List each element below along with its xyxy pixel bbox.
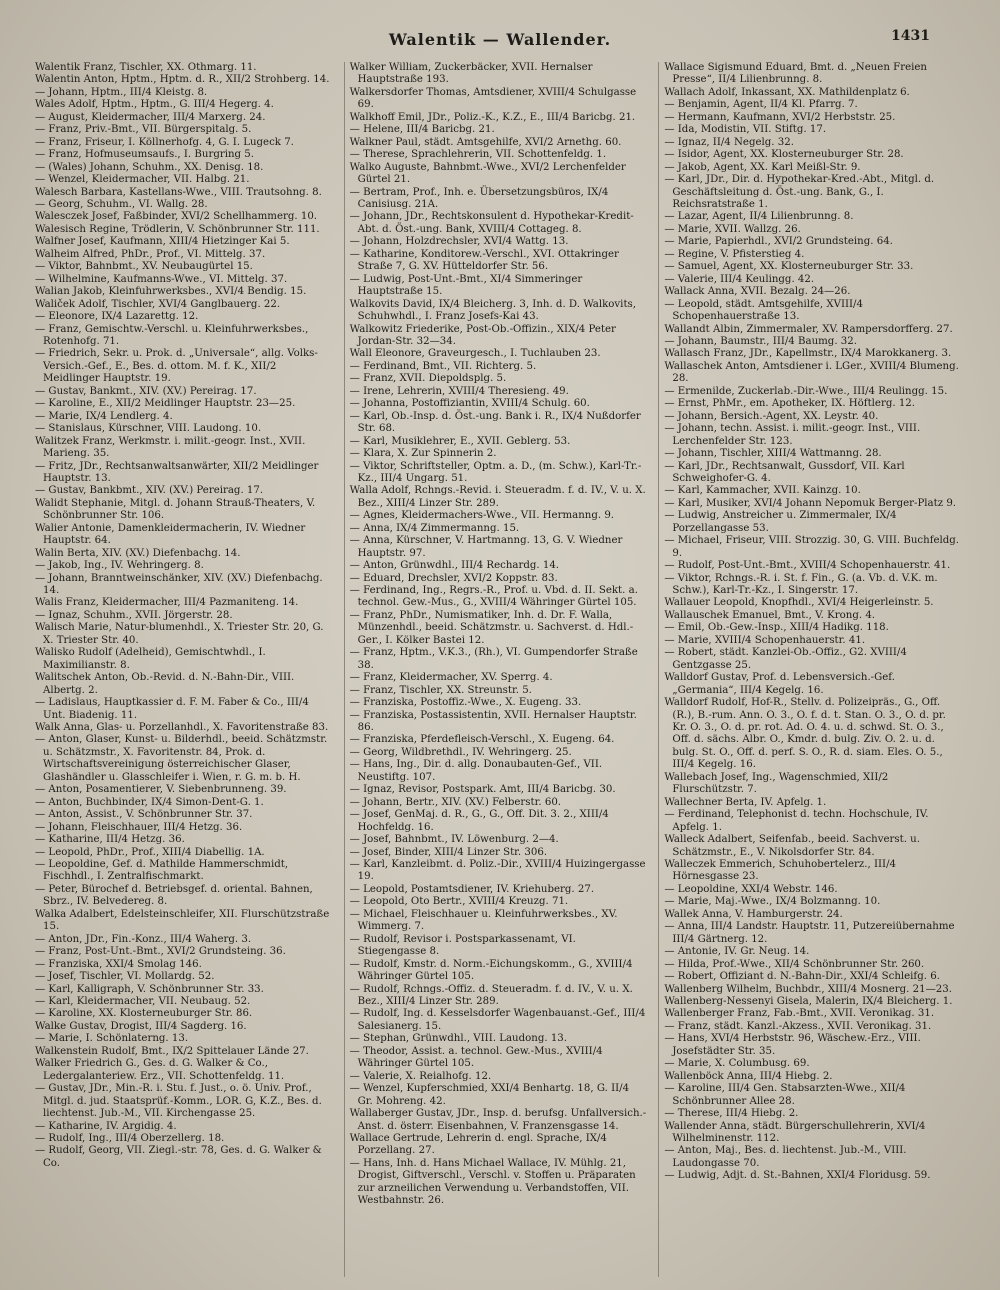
directory-entry: — Anton, Assist., V. Schönbrunner Str. 37. xyxy=(35,809,253,821)
directory-entry: — Karl, Musiker, XVI/4 Johann Nepomuk Berger-Platz 9. xyxy=(664,497,957,509)
directory-entry: — Rudolf, Ing., III/4 Oberzellerg. 18. xyxy=(35,1132,225,1144)
directory-entry: — Anton, JDr., Fin.-Konz., III/4 Waherg. 3. xyxy=(35,933,252,945)
directory-entry: Walldorf Gustav, Prof. d. Lebensversich.-Gef. „Germania“, III/4 Kegelg. 16. xyxy=(664,672,895,696)
directory-entry: — Ida, Modistin, VII. Stiftg. 17. xyxy=(664,124,827,136)
directory-entry: — Katharine, III/4 Hetzg. 36. xyxy=(35,834,185,846)
directory-entry: — Valerie, III/4 Keulingg. 42. xyxy=(664,273,815,285)
directory-entry: — Franziska, Pferdefleisch-Verschl., X. Eugeng. 64. xyxy=(349,734,615,746)
directory-entry: Walla Adolf, Rchngs.-Revid. i. Steueradm. f. d. IV., V. u. X. Bez., XIII/4 Linzer Str. 289. xyxy=(349,485,646,509)
directory-entry: — Katharine, Konditorew.-Verschl., XVI. Ottakringer Straße 7, G. XV. Hütteldorfer Str. 56. xyxy=(349,248,619,273)
directory-entry: — Fritz, JDr., Rechtsanwaltsanwärter, XII/2 Meidlinger Hauptstr. 13. xyxy=(35,460,319,484)
directory-entry: — Anton, Glaser, Kunst- u. Bilderhdl., beeid. Schätzmstr. u. Schätzmstr., X. Favoritenstr. 84, Prok. d. Wirtschaftsvereinigung österreichischer Glaser, Glashändler u. Glasschleifer i. Wien, r. G. m. b. H. xyxy=(35,734,328,783)
directory-entry: — Marie, Papierhdl., XVI/2 Grundsteing. 64. xyxy=(664,236,893,248)
directory-entry: Walfner Josef, Kaufmann, XIII/4 Hietzinger Kai 5. xyxy=(35,236,290,248)
directory-entry: Walis Franz, Kleidermacher, III/4 Pazmaniteng. 14. xyxy=(35,597,299,609)
directory-entry: — Johanna, Postoffiziantin, XVIII/4 Schulg. 60. xyxy=(349,398,590,410)
directory-entry: — Ladislaus, Hauptkassier d. F. M. Faber & Co., III/4 Unt. Biadenig. 11. xyxy=(35,697,309,721)
directory-entry: — Helene, III/4 Baricbg. 21. xyxy=(349,124,495,136)
directory-entry: — Franz, Friseur, I. Köllnerhofg. 4, G. I. Lugeck 7. xyxy=(35,136,294,148)
directory-entry: — Josef, Binder, XIII/4 Linzer Str. 306. xyxy=(349,846,548,858)
directory-entry: — Rudolf, Kmstr. d. Norm.-Eichungskomm., G., XVIII/4 Währinger Gürtel 105. xyxy=(349,958,633,983)
directory-entry: Walentik Franz, Tischler, XX. Othmarg. 11. xyxy=(35,62,257,73)
directory-entry: Walesczek Josef, Faßbinder, XVI/2 Schellhammerg. 10. xyxy=(35,211,318,223)
directory-entry: — Leopold, Postamtsdiener, IV. Kriehuberg. 27. xyxy=(349,883,595,895)
directory-columns xyxy=(30,62,965,1277)
directory-entry: — Hans, Inh. d. Hans Michael Wallace, IV. Mühlg. 21, Drogist, Giftverschl., Verschl. v. Stoffen u. Präparaten zur arzneilichen Verwendung u. Verbandstoffen, VII. Westbahnstr. 26. xyxy=(349,1157,636,1207)
directory-entry: — Johann, techn. Assist. i. milit.-geogr. Inst., VIII. Lerchenfelder Str. 123. xyxy=(664,423,921,447)
directory-entry: — Karoline, XX. Klosterneuburger Str. 86. xyxy=(35,1008,253,1020)
directory-entry: Wallebach Josef, Ing., Wagenschmied, XII/2 Flurschützstr. 7. xyxy=(664,771,889,796)
directory-entry: — Franz, PhDr., Numismatiker, Inh. d. Dr. F. Walla, Münzenhdl., beeid. Schätzmstr. u. Sachverst. d. Hdl.-Ger., I. Kölker Bastei 12. xyxy=(349,609,634,646)
directory-entry: Wallace Sigismund Eduard, Bmt. d. „Neuen Freien Presse“, II/4 Lilienbrunng. 8. xyxy=(664,62,927,86)
directory-entry: — Wenzel, Kleidermacher, VII. Halbg. 21. xyxy=(35,174,250,186)
directory-entry: — Ludwig, Post-Unt.-Bmt., XI/4 Simmeringer Hauptstraße 15. xyxy=(349,273,583,298)
directory-entry: — Johann, Holzdrechsler, XVI/4 Wattg. 13. xyxy=(349,236,569,248)
directory-entry: — Anna, Kürschner, V. Hartmanng. 13, G. V. Wiedner Hauptstr. 97. xyxy=(349,535,623,559)
directory-entry: Walesisch Regine, Trödlerin, V. Schönbrunner Str. 111. xyxy=(35,223,320,235)
directory-entry: Walkenstein Rudolf, Bmt., IX/2 Spittelauer Lände 27. xyxy=(35,1045,309,1057)
directory-entry: — Johann, Hptm., III/4 Kleistg. 8. xyxy=(35,86,208,98)
directory-entry: — Anna, III/4 Landstr. Hauptstr. 11, Putzereiübernahme III/4 Gärtnerg. 12. xyxy=(664,921,955,945)
directory-entry: — Irene, Lehrerin, XVIII/4 Theresieng. 49. xyxy=(349,385,569,397)
directory-entry: Walitschek Anton, Ob.-Revid. d. N.-Bahn-Dir., VIII. Albertg. 2. xyxy=(35,672,295,696)
directory-entry: — Therese, Sprachlehrerin, VII. Schottenfeldg. 1. xyxy=(349,149,607,161)
directory-entry: Wall Eleonore, Graveurgesch., I. Tuchlauben 23. xyxy=(349,348,601,360)
directory-entry: Walker Friedrich G., Ges. d. G. Walker & Co., Ledergalanteriew. Erz., VII. Schottenfeldg. 11. xyxy=(35,1058,285,1082)
directory-entry: — Johann, Fleischhauer, III/4 Hetzg. 36. xyxy=(35,821,243,833)
page-number: 1431 xyxy=(891,28,930,44)
directory-entry: — Karl, Kanzleibmt. d. Poliz.-Dir., XVIII/4 Huizingergasse 19. xyxy=(349,859,646,883)
directory-entry: — Rudolf, Rchngs.-Offiz. d. Steueradm. f. d. IV., V. u. X. Bez., XIII/4 Linzer Str. 289. xyxy=(349,983,633,1007)
directory-entry: Wallauschek Emanuel, Bmt., V. Krong. 4. xyxy=(664,609,876,621)
directory-entry: — Ludwig, Adjt. d. St.-Bahnen, XXI/4 Floridusg. 59. xyxy=(664,1170,931,1182)
directory-entry: — Katharine, IV. Argidig. 4. xyxy=(35,1120,177,1132)
directory-entry: — Franz, Gemischtw.-Verschl. u. Kleinfuhrwerksbes., Rotenhofg. 71. xyxy=(35,323,309,347)
directory-entry: Walkersdorfer Thomas, Amtsdiener, XVIII/4 Schulgasse 69. xyxy=(349,86,637,111)
directory-entry: — Marie, XVII. Wallzg. 26. xyxy=(664,223,801,235)
column-2 xyxy=(344,62,651,1277)
directory-entry: — Karl, JDr., Rechtsanwalt, Gussdorf, VII. Karl Schweighofer-G. 4. xyxy=(664,460,905,484)
directory-entry: — Hans, Ing., Dir. d. allg. Donaubauten-Gef., VII. Neustiftg. 107. xyxy=(349,759,603,783)
directory-entry: — Johann, Bertr., XIV. (XV.) Felberstr. 60. xyxy=(349,796,562,808)
directory-entry: — Viktor, Bahnbmt., XV. Neubaugürtel 15. xyxy=(35,261,253,273)
directory-entry: — Michael, Friseur, VIII. Strozzig. 30, G. VIII. Buchfeldg. 9. xyxy=(664,535,960,559)
directory-entry: Walkovits David, IX/4 Bleicherg. 3, Inh. d. D. Walkovits, Schuhwhdl., I. Franz Josefs-Kai 43. xyxy=(349,298,637,323)
directory-entry: Walisch Marie, Natur-blumenhdl., X. Triester Str. 20, G. X. Triester Str. 40. xyxy=(35,622,324,646)
directory-entry: — Theodor, Assist. a. technol. Gew.-Mus., XVIII/4 Währinger Gürtel 105. xyxy=(349,1045,603,1070)
directory-entry: — Anton, Maj., Bes. d. liechtenst. Jub.-M., VIII. Laudongasse 70. xyxy=(664,1145,907,1169)
directory-entry: — Therese, III/4 Hiebg. 2. xyxy=(664,1108,799,1120)
directory-entry: — Samuel, Agent, XX. Klosterneuburger Str. 33. xyxy=(664,261,914,273)
directory-entry: Walkner Paul, städt. Amtsgehilfe, XVI/2 Arnethg. 60. xyxy=(349,136,622,148)
directory-entry: — Karl, Kalligraph, V. Schönbrunner Str. 33. xyxy=(35,983,264,995)
directory-entry: Walleczek Emmerich, Schuhobertelerz., III/4 Hörnesgasse 23. xyxy=(664,859,896,883)
directory-entry: Walheim Alfred, PhDr., Prof., VI. Mittelg. 37. xyxy=(35,248,266,260)
directory-entry: — Wilhelmine, Kaufmanns-Wwe., VI. Mittelg. 37. xyxy=(35,273,288,285)
directory-entry: — Franz, Priv.-Bmt., VII. Bürgerspitalg. 5. xyxy=(35,124,252,136)
directory-entry: — Franz, Post-Unt.-Bmt., XVI/2 Grundsteing. 36. xyxy=(35,946,286,958)
directory-entry: — Rudolf, Georg, VII. Ziegl.-str. 78, Ges. d. G. Walker & Co. xyxy=(35,1145,322,1169)
column-1 xyxy=(30,62,336,1277)
directory-entry: — Lazar, Agent, II/4 Lilienbrunng. 8. xyxy=(664,211,854,223)
directory-entry: Wallach Adolf, Inkassant, XX. Mathildenplatz 6. xyxy=(664,86,910,98)
directory-entry: Walker William, Zuckerbäcker, XVII. Hernalser Hauptstraße 193. xyxy=(349,62,593,86)
directory-entry: — Jakob, Agent, XX. Karl Meißl-Str. 9. xyxy=(664,161,861,173)
directory-entry: Walesch Barbara, Kastellans-Wwe., VIII. Trautsohng. 8. xyxy=(35,186,322,198)
directory-entry: — Karoline, E., XII/2 Meidlinger Hauptstr. 23—25. xyxy=(35,398,296,410)
directory-entry: — Robert, städt. Kanzlei-Ob.-Offiz., G2. XVIII/4 Gentzgasse 25. xyxy=(664,647,907,671)
directory-entry: — Viktor, Rchngs.-R. i. St. f. Fin., G. (a. Vb. d. V.K. m. Schw.), Karl-Tr.-Kz., I. Singerstr. 17. xyxy=(664,572,938,597)
directory-entry: — Franziska, XXI/4 Smolag 146. xyxy=(35,958,202,970)
directory-entry: — Antonie, IV. Gr. Neug. 14. xyxy=(664,946,810,958)
directory-entry: — Leopold, PhDr., Prof., XIII/4 Diabellig. 1A. xyxy=(35,846,265,858)
directory-entry: — Agnes, Kleidermachers-Wwe., VII. Hermanng. 9. xyxy=(349,510,615,522)
directory-entry: — Michael, Fleischhauer u. Kleinfuhrwerksbes., XV. Wimmerg. 7. xyxy=(349,908,618,933)
directory-entry: Wallek Anna, V. Hamburgerstr. 24. xyxy=(664,908,843,920)
directory-entry: Walkowitz Friederike, Post-Ob.-Offizin., XIX/4 Peter Jordan-Str. 32—34. xyxy=(349,323,616,347)
directory-entry: — Marie, X. Columbusg. 69. xyxy=(664,1058,810,1070)
directory-entry: — Anton, Grünwdhl., III/4 Rechardg. 14. xyxy=(349,560,560,572)
directory-entry: — Rudolf, Post-Unt.-Bmt., XVIII/4 Schopenhauerstr. 41. xyxy=(664,560,951,572)
directory-entry: — Hermann, Kaufmann, XVI/2 Herbststr. 25. xyxy=(664,111,896,123)
directory-entry: Wallaberger Gustav, JDr., Insp. d. berufsg. Unfallversich.-Anst. d. österr. Eisenbahnen, V. Franzensgasse 14. xyxy=(349,1108,647,1132)
directory-entry: Walitzek Franz, Werkmstr. i. milit.-geogr. Inst., XVII. Marieng. 35. xyxy=(35,435,306,460)
directory-entry: Walisko Rudolf (Adelheid), Gemischtwhdl., I. Maximilianstr. 8. xyxy=(35,647,266,671)
directory-entry: — Valerie, X. Reialhofg. 12. xyxy=(349,1070,492,1082)
directory-entry: — Franz, Hofmuseumsaufs., I. Burgring 5. xyxy=(35,149,255,161)
directory-entry: Walleck Adalbert, Seifenfab., beeid. Sachverst. u. Schätzmstr., E., V. Nikolsdorfer Str. 84. xyxy=(664,834,920,858)
directory-entry: — Josef, Bahnbmt., IV. Löwenburg. 2—4. xyxy=(349,834,559,846)
directory-entry: — Ferdinand, Ing., Regrs.-R., Prof. u. Vbd. d. II. Sekt. a. technol. Gew.-Mus., G., XVIII/4 Währinger Gürtel 105. xyxy=(349,585,638,609)
directory-entry: — Franziska, Postassistentin, XVII. Hernalser Hauptstr. 86. xyxy=(349,709,637,734)
directory-entry: Wallasch Franz, JDr., Kapellmstr., IX/4 Marokkanerg. 3. xyxy=(664,348,952,360)
directory-entry: — Marie, IX/4 Lendlerg. 4. xyxy=(35,410,173,422)
directory-entry: — Anton, Posamentierer, V. Siebenbrunneng. 39. xyxy=(35,784,287,796)
directory-entry: — Regine, V. Pfisterstieg 4. xyxy=(664,248,805,260)
directory-entry: — Robert, Offiziant d. N.-Bahn-Dir., XXI/4 Schleifg. 6. xyxy=(664,971,940,983)
column-3 xyxy=(658,62,965,1277)
directory-entry: Wallenberg-Nessenyi Gisela, Malerin, IX/4 Bleicherg. 1. xyxy=(664,995,953,1007)
directory-entry: — Marie, I. Schönlaterng. 13. xyxy=(35,1033,189,1045)
directory-entry: Walian Jakob, Kleinfuhrwerksbes., XVI/4 Bendig. 15. xyxy=(35,286,307,298)
directory-entry: — Johann, Tischler, XIII/4 Wattmanng. 28. xyxy=(664,448,882,460)
directory-entry: — Karl, JDr., Dir. d. Hypothekar-Kred.-Abt., Mitgl. d. Geschäftsleitung d. Öst.-ung. Bank, G., I. Reichsratstraße 1. xyxy=(664,174,935,210)
directory-entry: Wallandt Albin, Zimmermaler, XV. Rampersdorfferg. 27. xyxy=(664,323,953,335)
directory-entry: — Karl, Kammacher, XVII. Kainzg. 10. xyxy=(664,485,861,497)
directory-entry: — Johann, Branntweinschänker, XIV. (XV.) Diefenbachg. 14. xyxy=(35,572,323,597)
directory-entry: — Anna, IX/4 Zimmermanng. 15. xyxy=(349,522,520,534)
directory-entry: — Marie, Maj.-Wwe., IX/4 Bolzmanng. 10. xyxy=(664,896,881,908)
directory-entry: — Gustav, JDr., Min.-R. i. Stu. f. Just., o. ö. Univ. Prof., Mitgl. d. jud. Staatsprüf.-Komm., LOR. G, K.Z., Bes. d. liechtenst. Jub.-M., VII. Kirchengasse 25. xyxy=(35,1083,322,1120)
directory-entry: — Bertram, Prof., Inh. e. Übersetzungsbüros, IX/4 Canisiusg. 21A. xyxy=(349,186,609,210)
page-header xyxy=(0,30,1000,54)
directory-entry: — Josef, Tischler, VI. Mollardg. 52. xyxy=(35,971,215,983)
directory-entry: Walidt Stephanie, Mitgl. d. Johann Strauß-Theaters, V. Schönbrunner Str. 106. xyxy=(35,497,316,522)
directory-entry: — Leopold, städt. Amtsgehilfe, XVIII/4 Schopenhauerstraße 13. xyxy=(664,298,863,323)
directory-entry: — Isidor, Agent, XX. Klosterneuburger Str. 28. xyxy=(664,149,904,161)
directory-entry: — Ignaz, Revisor, Postspark. Amt, III/4 Baricbg. 30. xyxy=(349,784,616,796)
directory-entry: — Eduard, Drechsler, XVI/2 Koppstr. 83. xyxy=(349,572,558,584)
running-head: Walentik — Wallender. xyxy=(388,30,612,49)
directory-entry: — Franz, Kleidermacher, XV. Sperrg. 4. xyxy=(349,672,553,684)
directory-entry: Walin Berta, XIV. (XV.) Diefenbachg. 14. xyxy=(35,547,241,559)
directory-entry: — Georg, Schuhm., VI. Wallg. 28. xyxy=(35,198,208,210)
directory-entry: — Leopoldine, Gef. d. Mathilde Hammerschmidt, Fischhdl., I. Zentralfischmarkt. xyxy=(35,859,289,883)
directory-entry: — Franziska, Postoffiz.-Wwe., X. Eugeng. 33. xyxy=(349,697,582,709)
directory-entry: — Peter, Bürochef d. Betriebsgef. d. oriental. Bahnen, Sbrz., IV. Belvedereg. 8. xyxy=(35,883,313,908)
directory-entry: — Jakob, Ing., IV. Wehringerg. 8. xyxy=(35,560,204,572)
directory-entry: — Marie, XVIII/4 Schopenhauerstr. 41. xyxy=(664,634,866,646)
directory-entry: Wallauer Leopold, Knopfhdl., XVI/4 Heigerleinstr. 5. xyxy=(664,597,934,609)
directory-entry: Walk Anna, Glas- u. Porzellanhdl., X. Favoritenstraße 83. xyxy=(35,722,329,734)
directory-entry: — Rudolf, Ing. d. Kesselsdorfer Wagenbauanst.-Gef., III/4 Salesianerg. 15. xyxy=(349,1008,646,1032)
directory-entry: — Georg, Wildbrethdl., IV. Wehringerg. 25. xyxy=(349,746,572,758)
directory-entry: — Viktor, Schriftsteller, Optm. a. D., (m. Schw.), Karl-Tr.-Kz., III/4 Ungarg. 51. xyxy=(349,460,642,484)
directory-entry: — Franz, Tischler, XX. Streunstr. 5. xyxy=(349,684,532,696)
directory-entry: — (Wales) Johann, Schuhm., XX. Denisg. 18. xyxy=(35,161,264,173)
directory-entry: — Franz, XVII. Diepoldsplg. 5. xyxy=(349,373,507,385)
directory-entry: Wallack Anna, XVII. Bezalg. 24—26. xyxy=(664,286,851,298)
directory-entry: Waliček Adolf, Tischler, XVI/4 Ganglbauerg. 22. xyxy=(35,298,281,310)
directory-entry: — Hans, XVI/4 Herbststr. 96, Wäschew.-Erz., VIII. Josefstädter Str. 35. xyxy=(664,1033,921,1057)
directory-entry: — Wenzel, Kupferschmied, XXI/4 Benhartg. 18, G. II/4 Gr. Mohreng. 42. xyxy=(349,1083,630,1107)
directory-entry: — Ferdinand, Bmt., VII. Richterg. 5. xyxy=(349,360,537,372)
directory-entry: — Ferdinand, Telephonist d. techn. Hochschule, IV. Apfelg. 1. xyxy=(664,809,929,833)
directory-entry: Wales Adolf, Hptm., Hptm., G. III/4 Hegerg. 4. xyxy=(35,99,274,111)
directory-entry: — Klara, X. Zur Spinnerin 2. xyxy=(349,448,497,460)
directory-entry: — Leopold, Oto Bertr., XVIII/4 Kreuzg. 71. xyxy=(349,896,569,908)
directory-entry: Wallenberg Wilhelm, Buchbdr., XIII/4 Mosnerg. 21—23. xyxy=(664,983,952,995)
directory-entry: — Benjamin, Agent, II/4 Kl. Pfarrg. 7. xyxy=(664,99,858,111)
directory-entry: — Hilda, Prof.-Wwe., XII/4 Schönbrunner Str. 260. xyxy=(664,958,925,970)
directory-entry: — Emil, Ob.-Gew.-Insp., XIII/4 Hadikg. 118. xyxy=(664,622,889,634)
directory-entry: Wallender Anna, städt. Bürgerschullehrerin, XVI/4 Wilhelminenstr. 112. xyxy=(664,1120,926,1144)
directory-entry: Walka Adalbert, Edelsteinschleifer, XII. Flurschützstraße 15. xyxy=(35,908,330,933)
directory-entry: — Josef, GenMaj. d. R., G., G., Off. Dit. 3. 2., XIII/4 Hochfeldg. 16. xyxy=(349,809,609,833)
directory-entry: Walentin Anton, Hptm., Hptm. d. R., XII/2 Strohberg. 14. xyxy=(35,74,330,86)
directory-entry: Wallace Gertrude, Lehrerin d. engl. Sprache, IX/4 Porzellang. 27. xyxy=(349,1132,607,1157)
directory-entry: — Ermenilde, Zuckerlab.-Dir.-Wwe., III/4 Reulingg. 15. xyxy=(664,385,948,397)
directory-entry: Wallenböck Anna, III/4 Hiebg. 2. xyxy=(664,1070,833,1082)
directory-entry: Wallenberger Franz, Fab.-Bmt., XVII. Veronikag. 31. xyxy=(664,1008,935,1020)
directory-entry: Wallaschek Anton, Amtsdiener i. LGer., XVIII/4 Blumeng. 28. xyxy=(664,360,959,385)
directory-entry: — Johann, Bersich.-Agent, XX. Leystr. 40. xyxy=(664,410,879,422)
directory-entry: — Ernst, PhMr., em. Apotheker, IX. Höftlerg. 12. xyxy=(664,398,916,410)
directory-entry: — Rudolf, Revisor i. Postsparkassenamt, VI. Stiegengasse 8. xyxy=(349,933,576,958)
directory-entry: — Johann, Baumstr., III/4 Baumg. 32. xyxy=(664,335,857,347)
directory-entry: — Karoline, III/4 Gen. Stabsarzten-Wwe., XII/4 Schönbrunner Allee 28. xyxy=(664,1083,906,1107)
directory-entry: — Eleonore, IX/4 Lazarettg. 12. xyxy=(35,311,199,323)
directory-entry: — Karl, Musiklehrer, E., XVII. Geblerg. 53. xyxy=(349,435,571,447)
directory-entry: — Gustav, Bankmt., XIV. (XV.) Pereirag. 17. xyxy=(35,385,257,397)
directory-entry: — Ignaz, II/4 Negelg. 32. xyxy=(664,136,794,148)
directory-entry: — Franz, städt. Kanzl.-Akzess., XVII. Veronikag. 31. xyxy=(664,1020,932,1032)
directory-entry: — Stephan, Grünwdhl., VIII. Laudong. 13. xyxy=(349,1033,568,1045)
directory-entry: Walkhoff Emil, JDr., Poliz.-K., K.Z., E., III/4 Baricbg. 21. xyxy=(349,111,636,123)
directory-entry: — Gustav, Bankbmt., XIV. (XV.) Pereirag. 17. xyxy=(35,485,264,497)
directory-entry: — August, Kleidermacher, III/4 Marxerg. 24. xyxy=(35,111,266,123)
directory-entry: — Anton, Buchbinder, IX/4 Simon-Dent-G. 1. xyxy=(35,796,264,808)
directory-entry: Walko Auguste, Bahnbmt.-Wwe., XVI/2 Lerchenfelder Gürtel 21. xyxy=(349,161,626,186)
directory-entry: — Ludwig, Anstreicher u. Zimmermaler, IX/4 Porzellangasse 53. xyxy=(664,510,897,534)
directory-entry: — Friedrich, Sekr. u. Prok. d. „Universale“, allg. Volks-Versich.-Gef., E., Bes. d. ottom. M. f. K., XII/2 Meidlinger Hauptstr. 19. xyxy=(35,348,318,385)
directory-entry: Walke Gustav, Drogist, III/4 Sagderg. 16. xyxy=(35,1020,247,1032)
directory-entry: — Karl, Kleidermacher, VII. Neubaug. 52. xyxy=(35,995,251,1007)
directory-entry: — Leopoldine, XXI/4 Webstr. 146. xyxy=(664,883,838,895)
directory-entry: — Stanislaus, Kürschner, VIII. Laudong. 10. xyxy=(35,423,262,435)
directory-entry: — Ignaz, Schuhm., XVII. Jörgerstr. 28. xyxy=(35,609,233,621)
directory-entry: — Johann, JDr., Rechtskonsulent d. Hypothekar-Kredit-Abt. d. Öst.-ung. Bank, XVIII/4 Cottageg. 8. xyxy=(349,211,634,235)
directory-entry: Wallechner Berta, IV. Apfelg. 1. xyxy=(664,796,827,808)
directory-entry: — Franz, Hptm., V.K.3., (Rh.), VI. Gumpendorfer Straße 38. xyxy=(349,647,638,671)
directory-entry: Walier Antonie, Damenkleidermacherin, IV. Wiedner Hauptstr. 64. xyxy=(35,522,306,547)
directory-entry: Walldorf Rudolf, Hof-R., Stellv. d. Polizeipräs., G., Off. (R.), B.-rum. Ann. O. 3., O. f. d. t. Stan. O. 3., O. d. pr. Kr. O. 3., O. d. pr. rot. Ad. O. 4. u. d. schwd. St. O. 3., Off. d. sächs. Albr. O., Kmdr. d. bulg. Ziv. O. 2. u. d. bulg. St. O., Off. d. perf. S. O., R. d. siam. Eles. O. 5., III/4 Kegelg. 16. xyxy=(664,697,946,771)
directory-entry: — Karl, Ob.-Insp. d. Öst.-ung. Bank i. R., IX/4 Nußdorfer Str. 68. xyxy=(349,410,641,435)
